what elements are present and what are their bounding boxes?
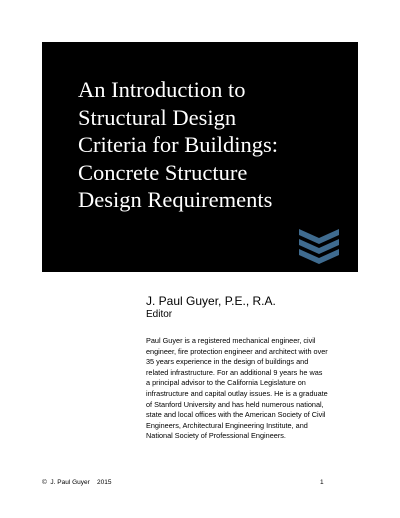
cover-title [78, 76, 350, 214]
bio-line: of Stanford University and has held numerous national, [146, 399, 324, 409]
bio-line: engineer, fire protection engineer and architect with over [146, 346, 328, 356]
cover-title-line: Design Requirements [78, 187, 273, 212]
footer-copyright: © J. Paul Guyer 2015 [42, 479, 112, 486]
author-name: J. Paul Guyer, P.E., R.A. [146, 294, 276, 308]
cover-title-line: An Introduction to [78, 77, 246, 102]
cover-panel [42, 42, 358, 272]
cover-title-line: Criteria for Buildings: [78, 132, 278, 157]
page-number: 1 [320, 479, 324, 486]
bio-line: infrastructure and capital outlay issues. He is a graduate [146, 388, 328, 398]
triple-chevron-down-icon [299, 229, 339, 265]
bio-line: 35 years experience in the design of buildings and [146, 357, 309, 367]
bio-line: a principal advisor to the California Legislature on [146, 378, 306, 388]
author-block [146, 294, 276, 321]
bio-line: Paul Guyer is a registered mechanical engineer, civil [146, 336, 316, 345]
bio-line: National Society of Professional Engineers. [146, 431, 286, 441]
bio-line: state and local offices with the American Society of Civil [146, 410, 326, 420]
bio-line: Engineers, Architectural Engineering Institute, and [146, 420, 308, 430]
cover-title-line: Concrete Structure [78, 159, 248, 185]
author-role: Editor [146, 309, 173, 320]
author-bio [146, 336, 378, 442]
bio-line: related infrastructure. For an additional 9 years he was [146, 367, 323, 377]
cover-title-line: Structural Design [78, 104, 237, 130]
